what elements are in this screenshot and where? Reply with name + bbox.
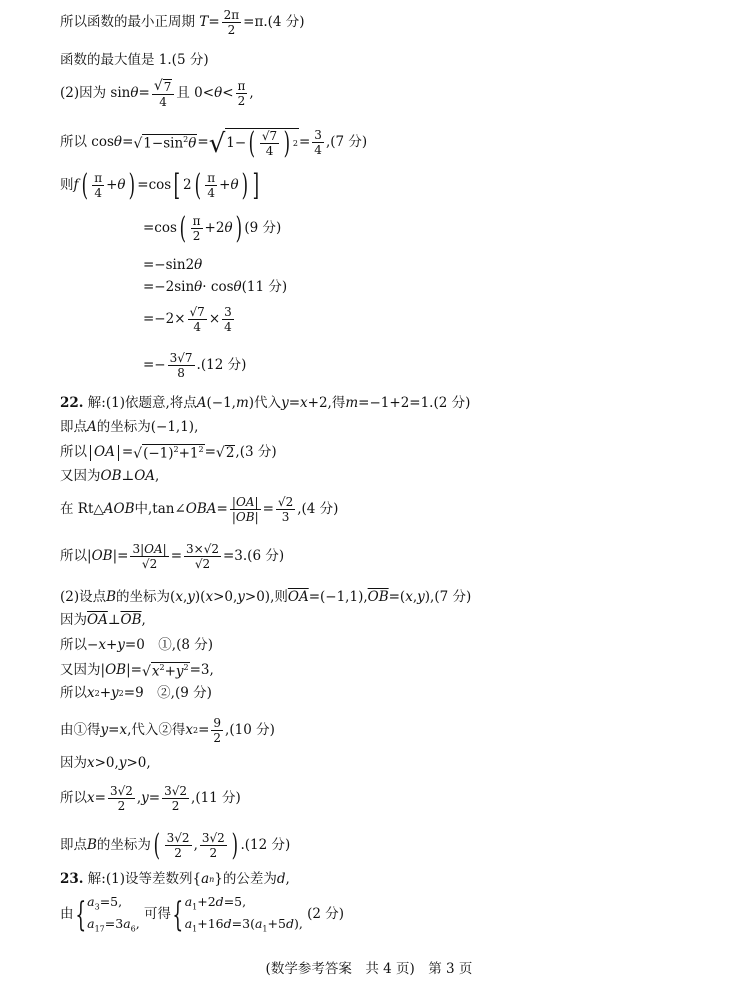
line-cos-theta: 所以 cos θ = √ $1-\sin^2\theta$ = √ 1− ( $\frac{√7}{4}$ ) 2 = $\frac{3}{4}$ ,(7 分) — [60, 126, 368, 161]
line-step-4: =−2× $\frac{√7}{4}$ × $\frac{3}{4}$ — [143, 305, 232, 334]
line-perp: 又因为 OB ⊥ OA , — [60, 468, 160, 484]
line-positive: 因为 x >0, y >0, — [60, 755, 151, 771]
line-tan: 在 Rt△ AOB 中,tan∠ OBA = $\frac{|OA|}{|OB|}$ = $\frac{√2}{3}$ ,(4 分) — [60, 495, 339, 524]
line-ob-sqrt: 又因为| OB |= √ $x^2+y^2$ =3, — [60, 661, 214, 680]
line-ob-length: 所以| OB |= $\frac{3|OA|}{√2}$ = $\frac{3\times√2}{√2}$ =3.(6 分) — [60, 542, 285, 571]
line-point-b: 即点 B 的坐标为 ( $\frac{3√2}{2}$ , $\frac{3√2}{2}$ ) .(12 分) — [60, 828, 291, 863]
line-solve: 由①得 y = x ,代入②得 x 2 = $\frac{9}{2}$ ,(10 分) — [60, 716, 275, 745]
line-step-2: =−sin2 θ — [143, 257, 203, 273]
line-system: 由 { $a_3=5$, $a_{17}=3a_6$, 可得 { $a_1+2d=5$, $a_1+16d=3(a_1+5d)$, (2 分) — [60, 894, 345, 935]
line-eq1: 所以− x + y =0 ①,(8 分) — [60, 637, 213, 653]
line-part2: (2)设点 B 的坐标为( x , y )( x >0, y >0),则 $\overline{OA}$ =(−1,1), $\overline{OB}$ =( x , y ),(7 分) — [60, 589, 472, 605]
line-step-3: =−2sin θ · cos θ (11 分) — [143, 279, 288, 295]
line-step-5: =− $\frac{3√7}{8}$ .(12 分) — [143, 351, 247, 380]
line-max-value: 函数的最大值是 1.(5 分) — [60, 52, 209, 68]
line-period: 所以函数的最小正周期 T = $\frac{2\pi}{2}$ =π.(4 分) — [60, 8, 305, 37]
line-step-1: =cos ( $\frac{\pi}{2}$ +2 θ ) (9 分) — [143, 211, 282, 246]
line-xy-values: 所以 x = $\frac{3√2}{2}$ , y = $\frac{3√2}{2}$ ,(11 分) — [60, 784, 241, 813]
line-sin-theta: (2)因为 sin θ = √ 7 4 且 0< θ < $\frac{\pi}{2}$ , — [60, 78, 254, 109]
page-footer: (数学参考答案 共 4 页) 第 3 页 — [265, 961, 473, 977]
q22-header: 22. 解:(1)依题意,将点 A (−1, m )代入 y = x +2,得 m =−1+2=1.(2 分) — [60, 395, 471, 411]
q23-header: 23. 解:(1)设等差数列{ a n }的公差为 d , — [60, 871, 290, 887]
line-oa-length: 所以 OA = √ $(-1)^2+1^2$ = √ 2 ,(3 分) — [60, 443, 277, 462]
q23-number: 23. — [60, 871, 84, 887]
q22-number: 22. — [60, 395, 84, 411]
line-f-def: 则 f ( $\frac{\pi}{4}$ + θ ) =cos [ 2 ( $\frac{\pi}{4}$ + θ ) ] — [60, 168, 260, 203]
line-vec-perp: 因为 $\overline{OA}$ ⊥ $\overline{OB}$ , — [60, 612, 146, 628]
line-point-a: 即点 A 的坐标为(−1,1), — [60, 419, 199, 435]
line-eq2: 所以 x 2 + y 2 =9 ②,(9 分) — [60, 685, 212, 701]
